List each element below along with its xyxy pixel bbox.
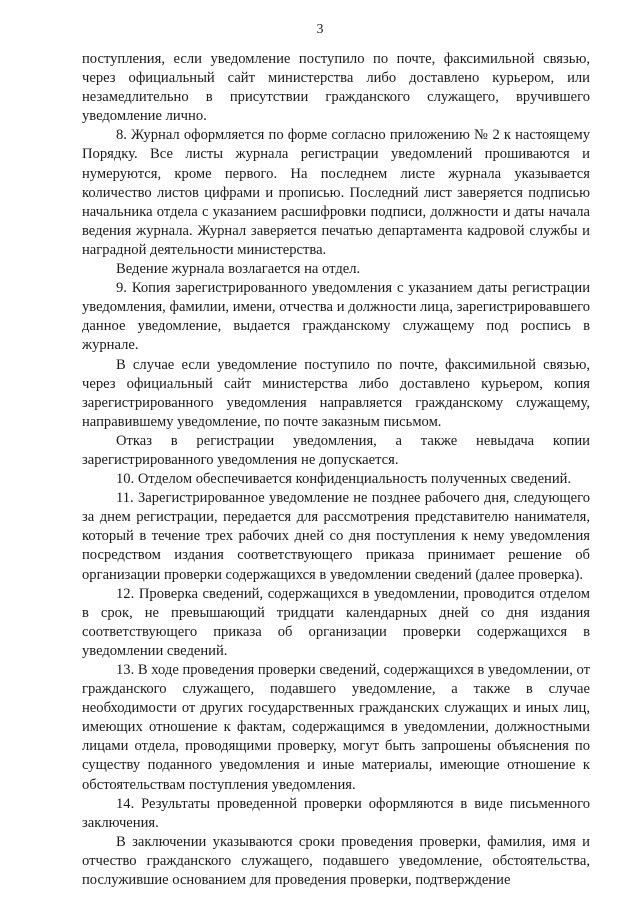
paragraph-item-10: 10. Отделом обеспечивается конфиденциальность полученных сведений. (116, 471, 572, 488)
paragraph-item-11: 11. Зарегистрированное уведомление не позднее рабочего дня, следующего за днем регистрации, передается для рассмотрения представителю нанимателя, который в течение трех рабочих дней со дня поступления к нему уведомления посредством издания соответствующего приказа принимает решение об организации проверки содержащихся в уведомлении сведений (далее проверка). (82, 490, 590, 583)
paragraph-continuation: поступления, если уведомление поступило по почте, факсимильной связью, через официальный сайт министерства либо доставлено курьером, или незамедлительно в присутствии гражданского служащего, вручившего уведомление лично. (82, 51, 590, 125)
paragraph-item-14: 14. Результаты проведенной проверки оформляются в виде письменного заключения. (82, 795, 590, 831)
paragraph-item-12: 12. Проверка сведений, содержащихся в уведомлении, проводится отделом в срок, не превышающий тридцати календарных дней со дня издания соответствующего приказа об организации проверки содержащихся в уведомлении сведений. (82, 585, 590, 659)
page-number: 3 (316, 22, 324, 37)
paragraph-item-13: 13. В ходе проведения проверки сведений, содержащихся в уведомлении, от гражданского служащего, подавшего уведомление, а также в случае необходимости от других государственных гражданских служащих и иных лиц, имеющих отношение к фактам, содержащимся в уведомлении, должностными лицами отдела, проводящими проверку, могут быть запрошены объяснения по существу поданного уведомления и иные материалы, имеющие отношение к обстоятельствам поступления уведомления. (82, 662, 590, 793)
paragraph-item-8: 8. Журнал оформляется по форме согласно приложению № 2 к настоящему Порядку. Все листы журнала регистрации уведомлений прошиваются и нумеруются, кроме первого. На последнем листе журнала указывается количество листов цифрами и прописью. Последний лист заверяется подписью начальника отдела с указанием расшифровки подписи, должности и даты начала ведения журнала. Журнал заверяется печатью департамента кадровой службы и наградной деятельности министерства. (82, 127, 590, 258)
document-body (82, 50, 590, 890)
paragraph-conclusion: В заключении указываются сроки проведения проверки, фамилия, имя и отчество гражданского служащего, подавшего уведомление, обстоятельства, послужившие основанием для проведения проверки, подтверждение (82, 833, 590, 889)
paragraph-mail-copy: В случае если уведомление поступило по почте, факсимильной связью, через официальный сайт министерства либо доставлено курьером, копия зарегистрированного уведомления направляется гражданскому служащему, направившему уведомление, по почте заказным письмом. (82, 356, 590, 430)
paragraph-refusal: Отказ в регистрации уведомления, а также невыдача копии зарегистрированного уведомления не допускается. (82, 432, 590, 468)
paragraph-item-9: 9. Копия зарегистрированного уведомления с указанием даты регистрации уведомления, фамилии, имени, отчества и должности лица, зарегистрировавшего данное уведомление, выдается гражданскому служащему под роспись в журнале. (82, 280, 590, 354)
paragraph-journal-responsibility: Ведение журнала возлагается на отдел. (116, 261, 361, 278)
